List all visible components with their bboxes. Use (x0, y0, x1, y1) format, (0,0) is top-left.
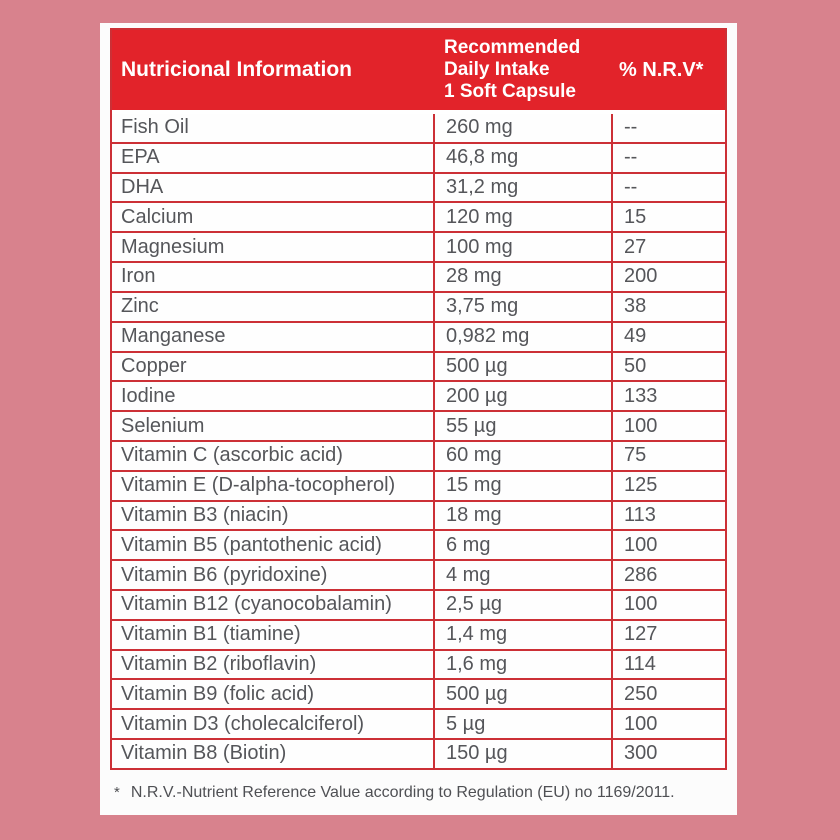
amount-cell: 100 mg (433, 233, 611, 261)
nrv-cell: 300 (611, 740, 725, 768)
amount-cell: 31,2 mg (433, 174, 611, 202)
table-row (112, 231, 725, 261)
amount-cell: 15 mg (433, 472, 611, 500)
nrv-cell: 50 (611, 353, 725, 381)
amount-cell: 1,6 mg (433, 651, 611, 679)
table-body (112, 114, 725, 768)
amount-cell: 18 mg (433, 502, 611, 530)
nrv-cell: 75 (611, 442, 725, 470)
nrv-cell: 27 (611, 233, 725, 261)
amount-cell: 150 µg (433, 740, 611, 768)
header-nutricional-information (112, 30, 433, 110)
table-row (112, 172, 725, 202)
nutrient-name-cell: Calcium (121, 205, 194, 228)
nrv-cell: 286 (611, 561, 725, 589)
amount-cell: 5 µg (433, 710, 611, 738)
nutrient-name-cell: Zinc (121, 295, 159, 318)
header-col2-line3: 1 Soft Capsule (444, 81, 576, 102)
amount-cell: 200 µg (433, 382, 611, 410)
nutrient-name-cell: Vitamin B5 (pantothenic acid) (121, 533, 382, 556)
header-nrv-percent (611, 30, 725, 110)
nutrient-name-cell: Fish Oil (121, 116, 189, 139)
amount-cell: 500 µg (433, 680, 611, 708)
nutrient-name-cell: Vitamin B1 (tiamine) (121, 623, 301, 646)
amount-cell: 2,5 µg (433, 591, 611, 619)
nutrient-name-cell: Iodine (121, 384, 176, 407)
nrv-cell: 113 (611, 502, 725, 530)
table-row (112, 410, 725, 440)
amount-cell: 500 µg (433, 353, 611, 381)
table-row (112, 142, 725, 172)
header-col2-line2: Daily Intake (444, 59, 550, 80)
table-row (112, 589, 725, 619)
table-row (112, 529, 725, 559)
nrv-cell: 49 (611, 323, 725, 351)
nrv-cell: -- (611, 174, 725, 202)
table-row (112, 619, 725, 649)
table-row (112, 291, 725, 321)
nrv-cell: 100 (611, 412, 725, 440)
nrv-cell: -- (611, 144, 725, 172)
nutrient-name-cell: Vitamin B8 (Biotin) (121, 742, 287, 765)
nrv-cell: 127 (611, 621, 725, 649)
nrv-cell: 125 (611, 472, 725, 500)
header-recommended-daily-intake (433, 30, 611, 110)
footnote-text: N.R.V.-Nutrient Reference Value according to Regulation (EU) no 1169/2011. (130, 783, 675, 801)
amount-cell: 1,4 mg (433, 621, 611, 649)
footnote-asterisk: * (114, 784, 120, 801)
footnote (110, 770, 727, 815)
nutrition-table (110, 28, 727, 770)
table-row (112, 738, 725, 768)
nutrient-name-cell: Vitamin E (D-alpha-tocopherol) (121, 474, 396, 497)
table-row (112, 708, 725, 738)
amount-cell: 4 mg (433, 561, 611, 589)
table-row (112, 321, 725, 351)
header-col2-line1: Recommended (444, 37, 581, 58)
nutrient-name-cell: Magnesium (121, 235, 225, 258)
header-col1-label: Nutricional Information (121, 58, 352, 81)
table-row (112, 559, 725, 589)
header-col3-label: % N.R.V* (619, 58, 704, 81)
amount-cell: 55 µg (433, 412, 611, 440)
table-row (112, 440, 725, 470)
nutrient-name-cell: Selenium (121, 414, 205, 437)
amount-cell: 6 mg (433, 531, 611, 559)
table-row (112, 114, 725, 142)
nrv-cell: 250 (611, 680, 725, 708)
nutrition-label-card (100, 23, 737, 815)
amount-cell: 46,8 mg (433, 144, 611, 172)
amount-cell: 120 mg (433, 203, 611, 231)
nutrient-name-cell: Vitamin B3 (niacin) (121, 503, 289, 526)
table-row (112, 261, 725, 291)
nutrient-name-cell: Copper (121, 354, 187, 377)
nrv-cell: 15 (611, 203, 725, 231)
amount-cell: 60 mg (433, 442, 611, 470)
table-row (112, 201, 725, 231)
table-row (112, 649, 725, 679)
amount-cell: 3,75 mg (433, 293, 611, 321)
nutrient-name-cell: Vitamin B2 (riboflavin) (121, 653, 317, 676)
nrv-cell: 133 (611, 382, 725, 410)
nrv-cell: -- (611, 114, 725, 142)
nrv-cell: 38 (611, 293, 725, 321)
nutrient-name-cell: Vitamin B6 (pyridoxine) (121, 563, 328, 586)
nutrient-name-cell: DHA (121, 176, 164, 199)
amount-cell: 0,982 mg (433, 323, 611, 351)
nrv-cell: 100 (611, 710, 725, 738)
table-row (112, 470, 725, 500)
table-row (112, 380, 725, 410)
table-header-row (112, 30, 725, 110)
nrv-cell: 114 (611, 651, 725, 679)
table-row (112, 678, 725, 708)
nutrient-name-cell: Manganese (121, 325, 226, 348)
nutrient-name-cell: EPA (121, 146, 160, 169)
table-row (112, 351, 725, 381)
nrv-cell: 100 (611, 531, 725, 559)
nrv-cell: 100 (611, 591, 725, 619)
amount-cell: 28 mg (433, 263, 611, 291)
nutrient-name-cell: Vitamin C (ascorbic acid) (121, 444, 343, 467)
nutrient-name-cell: Iron (121, 265, 156, 288)
nutrient-name-cell: Vitamin B12 (cyanocobalamin) (121, 593, 392, 616)
nutrient-name-cell: Vitamin D3 (cholecalciferol) (121, 712, 365, 735)
amount-cell: 260 mg (433, 114, 611, 142)
nrv-cell: 200 (611, 263, 725, 291)
table-row (112, 500, 725, 530)
nutrient-name-cell: Vitamin B9 (folic acid) (121, 682, 315, 705)
